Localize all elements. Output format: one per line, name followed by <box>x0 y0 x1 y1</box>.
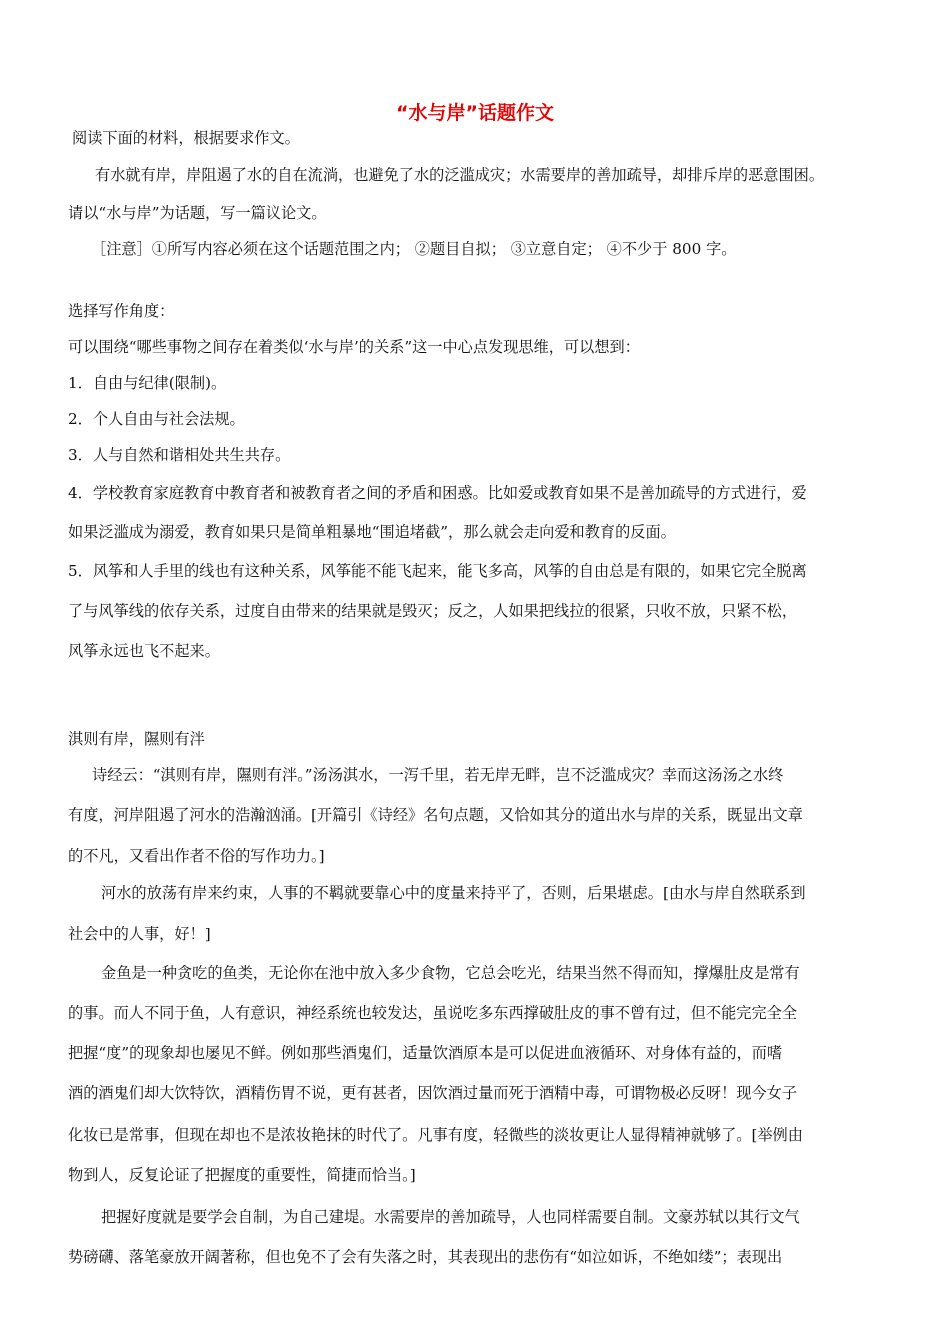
essay-paragraph-line: 金鱼是一种贪吃的鱼类，无论你在池中放入多少食物，它总会吃光，结果当然不得而知，撑爆肚皮是常有 <box>101 964 800 982</box>
essay-paragraph-line: 把握好度就是要学会自制，为自己建堤。水需要岸的善加疏导，人也同样需要自制。文豪苏轼以其行文气 <box>101 1208 800 1226</box>
prompt-material-line: 有水就有岸，岸阻遏了水的自在流淌，也避免了水的泛滥成灾；水需要岸的善加疏导，却排斥岸的恶意围困。 <box>95 166 824 184</box>
essay-paragraph-line: 诗经云：“淇则有岸，隰则有泮。”汤汤淇水，一泻千里，若无岸无畔，岂不泛滥成灾？幸而这汤汤之水终 <box>92 766 784 784</box>
essay-paragraph-line: 社会中的人事，好！] <box>68 925 211 943</box>
essay-paragraph-line: 酒的酒鬼们却大饮特饮，酒精伤胃不说，更有甚者，因饮酒过量而死于酒精中毒，可谓物极必反呀！现今女子 <box>68 1084 797 1102</box>
essay-paragraph-line: 把握“度”的现象却也屡见不鲜。例如那些酒鬼们，适量饮酒原本是可以促进血液循环、对身体有益的，而嗜 <box>68 1044 783 1062</box>
prompt-intro: 阅读下面的材料，根据要求作文。 <box>72 129 300 147</box>
angle-item: 3．人与自然和谐相处共生共存。 <box>68 446 291 464</box>
essay-paragraph-line: 的不凡，又看出作者不俗的写作功力。] <box>68 847 325 865</box>
essay-paragraph-line: 河水的放荡有岸来约束，人事的不羁就要靠心中的度量来持平了，否则，后果堪虑。[由水与岸自然联系到 <box>101 884 806 902</box>
angle-item-continued: 如果泛滥成为溺爱，教育如果只是简单粗暴地“围追堵截”，那么就会走向爱和教育的反面。 <box>68 523 676 541</box>
essay-paragraph-line: 化妆已是常事，但现在却也不是浓妆艳抹的时代了。凡事有度，轻微些的淡妆更让人显得精神就够了。[举例由 <box>68 1126 803 1144</box>
angle-item-continued: 了与风筝线的依存关系，过度自由带来的结果就是毁灭；反之，人如果把线拉的很紧，只收不放，只紧不松， <box>68 602 797 620</box>
angle-item: 5．风筝和人手里的线也有这种关系，风筝能不能飞起来，能飞多高，风筝的自由总是有限的，如果它完全脱离 <box>68 562 807 580</box>
prompt-notice: ［注意］①所写内容必须在这个话题范围之内； ②题目自拟； ③立意自定； ④不少于 800 字。 <box>91 240 737 258</box>
document-title: “水与岸”话题作文 <box>396 102 554 124</box>
prompt-material-line: 请以“水与岸”为话题，写一篇议论文。 <box>68 204 327 222</box>
essay-paragraph-line: 有度，河岸阻遏了河水的浩瀚汹涌。[开篇引《诗经》名句点题，又恰如其分的道出水与岸的关系，既显出文章 <box>68 806 803 824</box>
essay-title: 淇则有岸，隰则有泮 <box>68 730 205 748</box>
angle-item: 4．学校教育家庭教育中教育者和被教育者之间的矛盾和困惑。比如爱或教育如果不是善加疏导的方式进行，爱 <box>68 484 807 502</box>
angle-item: 1．自由与纪律(限制)。 <box>68 374 227 392</box>
angle-item-continued: 风筝永远也飞不起来。 <box>68 642 220 660</box>
angles-lead: 可以围绕“哪些事物之间存在着类似‘水与岸’的关系”这一中心点发现思维，可以想到： <box>68 338 640 356</box>
essay-paragraph-line: 的事。而人不同于鱼，人有意识，神经系统也较发达，虽说吃多东西撑破肚皮的事不曾有过，但不能完完全全 <box>68 1004 797 1022</box>
essay-paragraph-line: 势磅礴、落笔豪放开阔著称，但也免不了会有失落之时，其表现出的悲伤有“如泣如诉，不绝如缕”；表现出 <box>68 1248 783 1266</box>
angles-heading: 选择写作角度： <box>68 302 175 320</box>
essay-paragraph-line: 物到人，反复论证了把握度的重要性，简捷而恰当。] <box>68 1166 416 1184</box>
angle-item: 2．个人自由与社会法规。 <box>68 410 245 428</box>
